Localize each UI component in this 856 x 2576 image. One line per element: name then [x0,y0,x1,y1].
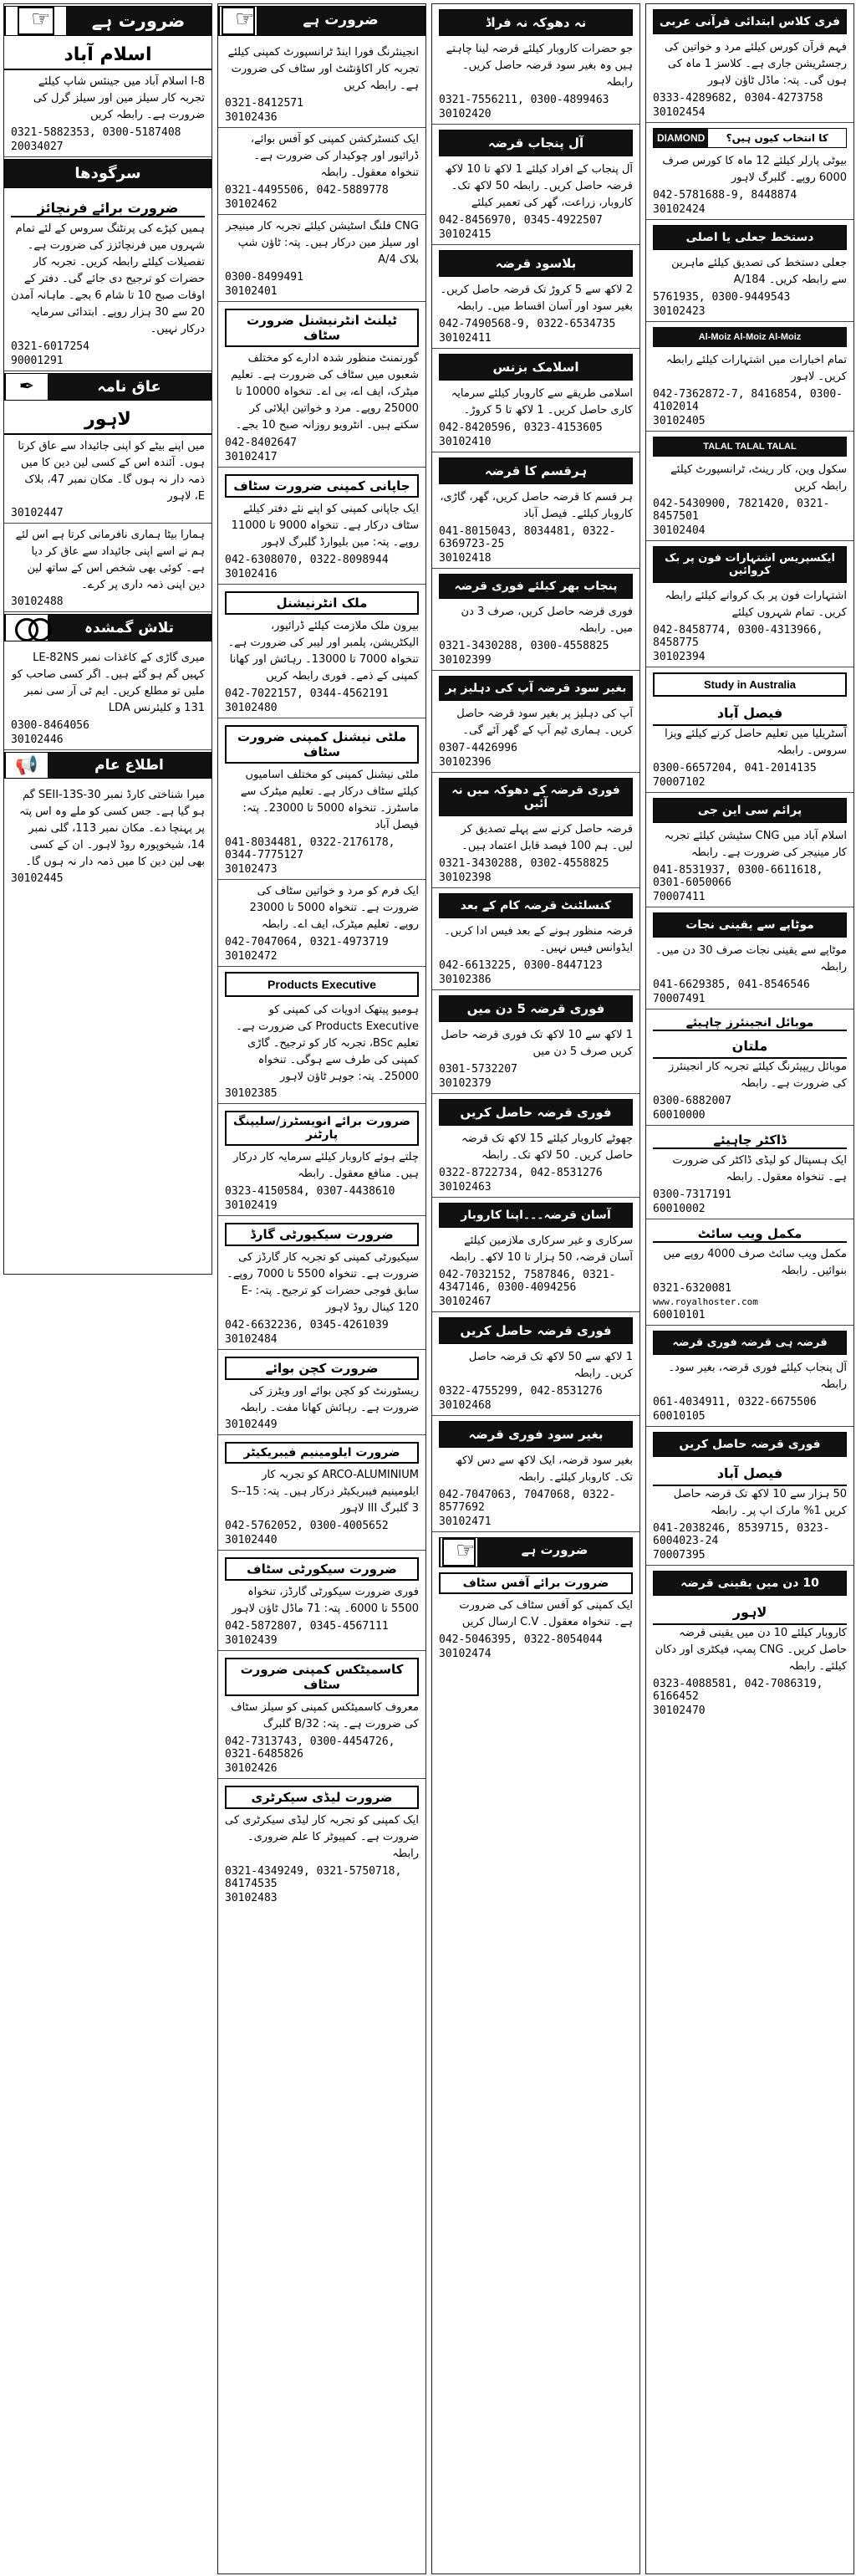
ad-website-link[interactable]: www.royalhoster.com [653,1296,758,1307]
ad-code: 30102423 [653,305,706,318]
ad-text: آپ کی دہلیز پر بغیر سود قرضہ حاصل کریں۔ ہماری ٹیم آپ کے گھر آئے گی۔ [456,708,633,737]
ad-text: CNG فلنگ اسٹیشن کیلئے تجربہ کار مینیجر اور سیلز مین درکار ہیں۔ پتہ: ٹاؤن شپ بلاک 4/A [226,220,419,266]
ad-title: ضرورت برائے انویسٹرز/سلیپنگ پارٹنر [225,1111,419,1146]
ad-header: آل پنجاب قرضہ [439,130,633,156]
ad-text: ایک جاپانی کمپنی کو اپنے نئے دفتر کیلئے سٹاف درکار ہے۔ تنخواہ 9000 تا 11000 روپے۔ پتہ: مین بلیوارڈ گلبرگ لاہور [231,503,419,549]
ad-code: 30102472 [225,950,278,963]
ad-code: 30102488 [11,595,64,608]
ad-text: ہومیو پیتھک ادویات کی کمپنی کو Products Executive کی ضرورت ہے۔ تعلیم BSc، تجربہ کار کو ترجیح۔ گاڑی کمپنی کی طرف سے ہوگی۔ تنخواہ 25000۔ پتہ: جوہر ٹاؤن لاہور [236,1004,419,1083]
header-lost-found [4,614,211,641]
ad-title: ضرورت برائے آفس سٹاف [439,1572,633,1594]
ad-phone: 042-7313743, 0300-4454726, 0321-6485826 [225,1735,395,1761]
ad-code: 70007411 [653,891,706,903]
classified-ad [646,123,853,220]
ad-code: 30102470 [653,1705,706,1717]
ad-header: دستخط جعلی یا اصلی [653,225,847,250]
classified-ad [432,349,639,452]
column-jobs [217,3,426,2574]
ad-header: ہرقسم کا قرضہ [439,457,633,484]
ad-phone: 042-6613225, 0300-8447123 [439,959,603,972]
ad-text: چلتے ہوئے کاروبار کیلئے سرمایہ کار درکار ہیں۔ منافع معقول۔ رابطہ [233,1151,419,1180]
ad-text: اشتہارات فون پر بک کروانے کیلئے رابطہ کریں۔ تمام شہروں کیلئے [665,590,847,619]
header-label: تلاش گمشدہ [48,615,211,641]
classified-ad [218,302,425,468]
ad-code: 30102394 [653,651,706,663]
ad-code: 30102463 [439,1181,492,1193]
classified-ad [218,468,425,585]
ad-text: ملٹی نیشنل کمپنی کو مختلف اسامیوں کیلئے سٹاف درکار ہے۔ تعلیم میٹرک سے ماسٹرز۔ تنخواہ 5000 تا 23000۔ پتہ: فیصل آباد [240,769,419,831]
ad-phone: 0333-4289682, 0304-4273758 [653,92,823,105]
classified-ad [218,1216,425,1350]
classified-ad [646,1009,853,1126]
ad-code: 30102484 [225,1333,278,1346]
ad-text: جعلی دستخط کی تصدیق کیلئے ماہرین سے رابطہ کریں۔ 184/A [671,257,847,286]
ad-text: اسلام آباد میں CNG سٹیشن کیلئے تجربہ کار مینیجر کی ضرورت ہے۔ رابطہ [664,830,847,859]
ad-code: 30102419 [225,1199,278,1212]
ad-code: 60010000 [653,1109,706,1122]
ad-text: ایک کنسٹرکشن کمپنی کو آفس بوائے، ڈرائیور اور چوکیدار کی ضرورت ہے۔ تنخواہ معقول۔ رابطہ [250,133,419,179]
classified-ad [218,1435,425,1551]
ad-title: ضرورت ایلومینیم فیبریکیٹر [225,1442,419,1464]
classified-ad [4,193,211,371]
ad-text: میرا شناختی کارڈ نمبر SEII-13S-30 گم ہو گیا ہے۔ جس کسی کو ملے وہ اس پتہ پر پہنچا دے۔ مکان نمبر 113، گلی نمبر 14، شیخوپورہ روڈ لاہور۔ ان کے کسی بھی لین دین کا میں ذمہ دار نہ ہوں گا۔ [18,789,205,868]
ad-text: سکول وین، کار رینٹ، ٹرانسپورٹ کیلئے رابطہ کریں [670,463,847,493]
ad-phone: 0300-6882007 [653,1095,731,1107]
ad-text: ایک ہسپتال کو لیڈی ڈاکٹر کی ضرورت ہے۔ تنخواہ معقول۔ رابطہ [672,1154,847,1183]
ad-code: 30102405 [653,415,706,427]
ad-code: 30102398 [439,871,492,884]
ad-code: 60010101 [653,1309,706,1321]
header-wanted [218,6,425,36]
ad-text: تمام اخبارات میں اشتہارات کیلئے رابطہ کریں۔ لاہور [665,354,847,383]
city-header: سرگودھا [4,159,211,188]
ad-text: قرضہ حاصل کرنے سے پہلے تصدیق کر لیں۔ ہم 100 فیصد قابل اعتماد ہیں۔ [461,823,633,852]
ad-code: 30102418 [439,552,492,565]
ad-code: 30102410 [439,436,492,448]
ad-text: چھوٹے کاروبار کیلئے 15 لاکھ تک قرضہ حاصل کریں۔ 50 لاکھ تک۔ رابطہ [461,1132,633,1162]
ad-code: 30102483 [225,1892,278,1904]
ad-code: 30102416 [225,568,278,580]
ad-code: 30102467 [439,1296,492,1308]
ad-text: ایک فرم کو مرد و خواتین سٹاف کی ضرورت ہے۔ تنخواہ 5000 تا 23000 روپے۔ تعلیم میٹرک، ایف اے۔ رابطہ [249,885,419,931]
ad-text: انجینئرنگ فورا اینڈ ٹرانسپورٹ کمپنی کیلئے تجربہ کار اکاؤنٹنٹ اور سٹاف کی ضرورت ہے۔ رابطہ کریں [227,46,419,92]
ad-text: بغیر سود قرضہ، ایک لاکھ سے دس لاکھ تک۔ کاروبار کیلئے۔ رابطہ [455,1454,633,1484]
classified-ad [218,41,425,128]
ad-phone: 0323-4150584, 0307-4438610 [225,1185,395,1198]
ad-text: ایک کمپنی کو تجربہ کار لیڈی سیکرٹری کی ضرورت ہے۔ کمپیوٹر کا علم ضروری۔ رابطہ [225,1814,419,1860]
classified-ad [432,1312,639,1416]
ad-code: 30102468 [439,1399,492,1412]
classified-ad [218,215,425,302]
classified-ad [646,1566,853,1720]
ad-phone: 041-2038246, 8539715, 0323-6004023-24 [653,1522,830,1547]
ad-header: Al-Moiz Al-Moiz Al-Moiz [653,327,847,347]
ad-header: پرائم سی این جی [653,798,847,823]
diamond-label: DIAMOND [654,129,708,147]
ad-phone: 042-7032152, 7587846, 0321-4347146, 0300-4094256 [439,1269,616,1294]
pointing-hand-icon [219,7,257,35]
ad-text: ریسٹورنٹ کو کچن بوائے اور ویٹرز کی ضرورت ہے۔ رہائش کھانا مفت۔ رابطہ [240,1385,419,1414]
ad-text: 50 ہزار سے 10 لاکھ تک قرضہ حاصل کریں 1% مارک اپ پر۔ رابطہ [673,1488,847,1517]
ad-text: فوری ضرورت سیکورٹی گارڈز، تنخواہ 5500 تا 6000۔ پتہ: 71 ماڈل ٹاؤن لاہور [232,1586,419,1615]
classified-ad [646,220,853,322]
ad-phone: 042-5872807, 0345-4567111 [225,1620,389,1633]
classified-ad [646,1427,853,1566]
classified-ad [432,125,639,245]
ad-title: موبائل انجینئرز چاہیئے [653,1016,847,1031]
ad-phone: 0321-3430288, 0300-4558825 [439,640,609,652]
ad-code: 30102415 [439,228,492,241]
ad-text: قرضہ منظور ہونے کے بعد فیس ادا کریں۔ ایڈوانس فیس نہیں۔ [444,925,633,954]
ad-text: ARCO-ALUMINIUM کو تجربہ کار ایلومینیم فیبریکیٹر درکار ہیں۔ پتہ: 15-S-3 گلبرگ III لاہور [231,1469,419,1515]
ad-header: 10 دن میں یقینی قرضہ [653,1571,847,1596]
classified-ad [432,245,639,349]
ad-code: 90001291 [11,355,64,367]
ad-phone: 042-6632236, 0345-4261039 [225,1319,389,1331]
ad-text: موٹاپے سے یقینی نجات صرف 30 دن میں۔ رابطہ [655,944,847,974]
ad-title: جاپانی کمپنی ضرورت سٹاف [225,474,419,498]
header-disown-notice [4,373,211,401]
ad-title: ٹیلنٹ انٹرنیشنل ضرورت سٹاف [225,309,419,347]
ad-header: نہ دھوکہ نہ فراڈ [439,9,633,36]
header-label: اطلاع عام [48,753,211,778]
ad-phone: 5761935, 0300-9449543 [653,291,791,304]
classified-ad [4,70,211,157]
ad-code: 30102447 [11,507,64,519]
classified-ad [432,1198,639,1312]
classified-ad [432,773,639,888]
ad-code: 30102445 [11,872,64,885]
classified-ad [432,569,639,671]
ad-code: 60010002 [653,1203,706,1215]
ad-header: اسلامک بزنس [439,354,633,381]
ad-code: 30102454 [653,106,706,119]
ad-code: 30102404 [653,524,706,537]
ad-text: فہم قرآن کورس کیلئے مرد و خواتین کی رجسٹریشن جاری ہے۔ کلاسز 1 ماہ کی ہوں گی۔ پتہ: ماڈل ٹاؤن لاہور [665,41,847,87]
ad-text: گورنمنٹ منظور شدہ ادارے کو مختلف شعبوں میں سٹاف کی ضرورت ہے۔ تعلیم میٹرک، ایف اے، بی اے۔ تنخواہ 10000 تا 25000 روپے۔ مرد و خواتین اپلائی کر سکتے ہیں۔ انٹرویو روزانہ صبح 10 بجے۔ [231,352,419,432]
classified-ad [646,667,853,793]
ad-header: پنجاب بھر کیلئے فوری قرضہ [439,574,633,599]
ad-code: 30102379 [439,1077,492,1090]
ad-text: میری گاڑی کے کاغذات نمبر LE-82NS کہیں گم ہو گئے ہیں۔ اگر کسی صاحب کو ملیں تو مطلع کریں۔ ایم ٹی آر سی نمبر 131 و کلیئرنس LDA [12,652,205,714]
ad-phone: 042-7047063, 7047068, 0322-8577692 [439,1489,616,1514]
classified-ad [218,585,425,718]
classified-ad [432,4,639,125]
ad-header: بغیر سود قرضہ آپ کی دہلیز پر [439,676,633,701]
ad-text: جو حضرات کاروبار کیلئے قرضہ لینا چاہتے ہیں وہ بغیر سود قرضہ حاصل کریں۔ رابطہ [446,43,633,89]
classified-ad [218,880,425,967]
ad-text: مکمل ویب سائٹ صرف 4000 روپے میں بنوائیں۔ رابطہ [663,1248,847,1277]
ad-code: 30102417 [225,451,278,463]
classified-ad [218,1651,425,1779]
ad-text: آل پنجاب کے افراد کیلئے 1 لاکھ تا 10 لاکھ قرضہ حاصل کریں۔ رابطہ 50 لاکھ تک۔ کاروبار، زراعت، گھر کی تعمیر کیلئے [445,163,633,209]
ad-phone: 042-7022157, 0344-4562191 [225,687,389,700]
ad-phone: 042-7047064, 0321-4973719 [225,936,389,948]
megaphone-icon: 📢 [5,753,48,778]
ad-phone: 042-8456970, 0345-4922507 [439,214,603,227]
ad-title: مکمل ویب سائٹ [653,1226,847,1243]
ad-phone: 042-7490568-9, 0322-6534735 [439,318,616,330]
classified-ad [218,967,425,1104]
ad-phone: 041-8531937, 0300-6611618, 0301-6050066 [653,864,823,889]
classified-ad [646,907,853,1009]
ad-title: ضرورت لیڈی سیکرٹری [225,1786,419,1809]
column-loans [431,3,640,2574]
city-heading: فیصل آباد [653,1462,847,1486]
ad-code: 30102449 [225,1418,278,1431]
classified-ad [4,524,211,612]
rings-icon [5,615,48,641]
diamond-caption: کا انتخاب کیوں ہیں؟ [726,132,828,144]
header-wanted [4,6,211,36]
header-public-notice [4,752,211,779]
ad-title: ضرورت برائے فرنچائز [11,200,205,217]
ad-header: فوری قرضہ حاصل کریں [653,1432,847,1457]
ad-title: Products Executive [225,972,419,997]
ad-code: 30102471 [439,1515,492,1528]
classified-ad [218,128,425,215]
ad-title: ضرورت سیکورٹی سٹاف [225,1557,419,1581]
ad-phone: 041-8034481, 0322-2176178, 0344-7775127 [225,836,395,861]
ad-phone: 0321-8412571 [225,97,303,110]
ad-phone: 0300-8464056 [11,719,89,732]
header-label: ضرورت ہے [477,1538,632,1567]
ad-header: بغیر سود فوری قرضہ [439,1421,633,1448]
classified-ad [646,541,853,667]
ad-phone: 0301-5732207 [439,1063,517,1076]
ad-code: 30102411 [439,332,492,345]
ad-phone: 042-5046395, 0322-8054044 [439,1633,603,1646]
classified-ad [218,718,425,880]
ad-code: 30102473 [225,863,278,876]
ad-code: 30102399 [439,654,492,667]
ad-text: فوری قرضہ حاصل کریں، صرف 3 دن میں۔ رابطہ [461,606,633,635]
classified-ad [4,784,211,888]
ad-title: کاسمیٹکس کمپنی ضرورت سٹاف [225,1658,419,1696]
ad-header: موٹاپے سے یقینی نجات [653,912,847,938]
ad-text: سرکاری و غیر سرکاری ملازمین کیلئے آسان قرضہ، 50 ہزار تا 10 لاکھ۔ رابطہ [449,1234,633,1264]
ad-phone: 0307-4426996 [439,742,517,754]
ad-header: بلاسود قرضہ [439,250,633,277]
ad-text: 1 لاکھ سے 10 لاکھ تک فوری قرضہ حاصل کریں صرف 5 دن میں [441,1029,633,1058]
ad-text: ایک کمپنی کو آفس سٹاف کی ضرورت ہے۔ تنخواہ معقول۔ C.V ارسال کریں [459,1599,633,1628]
classified-ad [646,4,853,123]
ad-title: ملک انٹرنیشنل [225,591,419,615]
city-heading: لاہور [4,406,211,435]
ad-phone: 041-8015043, 8034481, 0322-6369723-25 [439,525,616,550]
ad-text: 2 لاکھ سے 5 کروڑ تک قرضہ حاصل کریں۔ بغیر سود اور آسان اقساط میں۔ رابطہ [440,284,633,313]
ad-header: TALAL TALAL TALAL [653,437,847,457]
column-misc [645,3,854,2574]
ad-header: فری کلاس ابتدائی قرآنی عربی [653,9,847,34]
ad-code: 30102436 [225,111,278,124]
ad-header: آسان قرضہ۔۔۔اپنا کاروبار [439,1203,633,1228]
ad-text: ہر قسم کا قرضہ حاصل کریں، گھر، گاڑی، کاروبار کیلئے۔ فیصل آباد [440,491,633,520]
diamond-banner [653,128,847,148]
ad-phone: 042-8402647 [225,437,298,449]
ad-phone: 0322-8722734, 042-8531276 [439,1167,603,1179]
header-wanted [439,1537,633,1567]
ad-title: ضرورت سیکیورٹی گارڈ [225,1223,419,1246]
ad-code: 70007491 [653,993,706,1005]
ad-header: ایکسپریس اشتہارات فون پر بک کروائیں [653,546,847,583]
ad-text: موبائل ریپیئرنگ کیلئے تجربہ کار انجینئرز کی ضرورت ہے۔ رابطہ [668,1061,847,1090]
classified-ad [646,322,853,432]
city-heading: اسلام آباد [4,41,211,70]
ad-text: آل پنجاب کیلئے فوری قرضہ، بغیر سود۔ رابطہ [668,1362,847,1391]
ad-code: 30102386 [439,974,492,986]
ad-header: کنسلٹنٹ قرضہ کام کے بعد [439,893,633,918]
ad-code: 30102474 [439,1648,492,1660]
ad-phone: 0300-8499491 [225,271,303,284]
ad-code: 30102385 [225,1087,278,1100]
pointing-hand-icon [440,1538,477,1567]
classified-ad [432,1416,639,1532]
ad-text: میں اپنے بیٹے کو اپنی جائیداد سے عاق کرتا ہوں۔ آئندہ اس کے کسی لین دین کا میں ذمہ دار نہ ہوں گا۔ مکان نمبر 47، بلاک E، لاہور [18,440,205,503]
ad-phone: 0321-4495506, 042-5889778 [225,184,389,197]
ad-phone: 042-5762052, 0300-4005652 [225,1520,389,1532]
ad-phone: 0322-4755299, 042-8531276 [439,1385,603,1398]
ad-code: 20034027 [11,141,64,153]
classified-ad [218,1551,425,1651]
ad-phone: 042-5430900, 7821420, 0321-8457501 [653,498,830,523]
city-heading: لاہور [653,1601,847,1625]
ad-code: 30102480 [225,702,278,714]
ad-code: 30102440 [225,1534,278,1546]
ad-code: 70007395 [653,1549,706,1561]
ad-text: I-8 اسلام آباد میں جینئس شاپ کیلئے تجربہ کار سیلز مین اور سیلز گرل کی ضرورت ہے۔ رابطہ کریں [33,75,205,121]
classified-ad [432,888,639,990]
ad-phone: 0300-6657204, 041-2014135 [653,762,817,774]
ad-text: 1 لاکھ سے 50 لاکھ تک قرضہ حاصل کریں۔ رابطہ [468,1351,633,1380]
classified-ad [432,990,639,1094]
ad-phone: 041-6629385, 041-8546546 [653,979,810,991]
column-left [3,3,212,1275]
ad-code: 30102420 [439,108,492,120]
classified-ad [432,1094,639,1198]
ad-text: ہمارا بیٹا ہماری نافرمانی کرتا ہے اس لئے ہم نے اسے اپنی جائیداد سے عاق کر دیا ہے۔ کوئی بھی شخص اس کے ساتھ لین دین اپنی ذمہ داری پر کرے۔ [15,529,205,591]
classified-ad [4,647,211,750]
ad-text: معروف کاسمیٹکس کمپنی کو سیلز سٹاف کی ضرورت ہے۔ پتہ: 32/B گلبرگ [231,1701,419,1730]
ad-phone: 042-8420596, 0323-4153605 [439,422,603,434]
classified-ad [646,1326,853,1427]
classified-ad [4,435,211,524]
ad-phone: 0300-7317191 [653,1188,731,1201]
ad-phone: 061-4034911, 0322-6675506 [653,1396,817,1408]
header-label: ضرورت ہے [66,7,211,35]
ad-header: فوری قرضہ حاصل کریں [439,1317,633,1344]
ad-text: سیکیورٹی کمپنی کو تجربہ کار گارڈز کی ضرورت ہے۔ تنخواہ 5500 تا 7000 روپے۔ سابق فوجی حضرات کو ترجیح۔ پتہ: E-120 کینال روڈ لاہور [227,1251,419,1314]
ad-phone: 0321-3430288, 0302-4558825 [439,857,609,870]
pen-icon: ✒ [5,374,48,400]
ad-header: فوری قرضہ حاصل کریں [439,1099,633,1126]
classified-ad [646,1219,853,1326]
ad-code: 70007102 [653,776,706,789]
classified-ad [432,671,639,773]
ad-code: 60010105 [653,1410,706,1423]
ad-phone: 0321-5882353, 0300-5187408 [11,126,181,139]
ad-phone: 0321-4349249, 0321-5750718, 84174535 [225,1865,402,1890]
ad-text: ہمیں کپڑے کی پرنٹنگ سروس کے لئے تمام شہروں میں فرنچائزز کی ضرورت ہے۔ تفصیلات کیلئے رابطہ کریں۔ تجربہ کار حضرات کو ترجیح دی جائے گی۔ دفتر کے اوقات صبح 10 تا شام 6 بجے۔ ماہانہ آمدن 20 سے 30 ہزار روپے۔ ابتدائی سرمایہ درکار نہیں۔ [11,222,205,335]
ad-phone: 042-5781688-9, 8448874 [653,189,797,202]
ad-header: فوری قرضہ کے دھوکہ میں نہ آئیں [439,778,633,816]
classified-ad [432,452,639,569]
ad-phone: 042-7362872-7, 8416854, 0300-4102014 [653,388,843,413]
ad-phone: 0323-4088581, 042-7086319, 6166452 [653,1678,823,1703]
ad-text: بیوٹی پارلر کیلئے 12 ماہ کا کورس صرف 6000 روپے۔ گلبرگ لاہور [662,155,847,184]
ad-title: ضرورت کچن بوائے [225,1357,419,1380]
ad-code: 30102439 [225,1634,278,1647]
ad-code: 30102462 [225,198,278,211]
ad-phone: 042-6308070, 0322-8098944 [225,554,389,566]
classified-ad [218,1104,425,1216]
ad-text: آسٹریلیا میں تعلیم حاصل کرنے کیلئے ویزا سروس۔ رابطہ [665,728,847,757]
ad-phone: 0321-6017254 [11,340,89,353]
ad-text: کاروبار کیلئے 10 دن میں یقینی قرضہ حاصل کریں۔ CNG پمپ، فیکٹری اور دکان کیلئے۔ رابطہ [655,1627,847,1673]
ad-code: 30102446 [11,733,64,746]
ad-text: اسلامی طریقے سے کاروبار کیلئے سرمایہ کاری حاصل کریں۔ 1 لاکھ تا 5 کروڑ۔ [451,387,633,417]
classified-ad [432,1532,639,1664]
header-label: ضرورت ہے [257,7,425,35]
ad-code: 30102426 [225,1762,278,1775]
ad-text: بیرون ملک ملازمت کیلئے ڈرائیور، الیکٹریشن، پلمبر اور لیبر کی ضرورت ہے۔ تنخواہ 7000 تا 13000۔ رہائش اور کھانا کمپنی کے ذمے۔ فوری رابطہ کریں [227,620,419,682]
ad-title: ڈاکٹر چاہیئے [653,1132,847,1149]
ad-phone: 0321-7556211, 0300-4899463 [439,94,609,106]
ad-title: ملٹی نیشنل کمپنی ضرورت سٹاف [225,725,419,764]
ad-header: فوری قرضہ 5 دن میں [439,995,633,1022]
classified-ad [218,1779,425,1908]
ad-phone: 042-8458774, 0300-4313966, 8458775 [653,624,823,649]
pointing-hand-icon [5,7,66,35]
classified-ad [646,432,853,541]
ad-header: قرضہ ہی قرضہ فوری قرضہ [653,1331,847,1355]
classified-ad [646,1126,853,1219]
city-heading: ملتان [653,1035,847,1059]
header-label: عاق نامہ [48,374,211,400]
ad-phone: 0321-6320081 [653,1282,731,1295]
ad-code: 30102424 [653,203,706,216]
ad-code: 30102396 [439,756,492,769]
ad-header: Study in Australia [653,672,847,697]
classified-ad [218,1350,425,1435]
city-heading: فیصل آباد [653,702,847,726]
classified-ad [646,793,853,907]
ad-code: 30102401 [225,285,278,298]
